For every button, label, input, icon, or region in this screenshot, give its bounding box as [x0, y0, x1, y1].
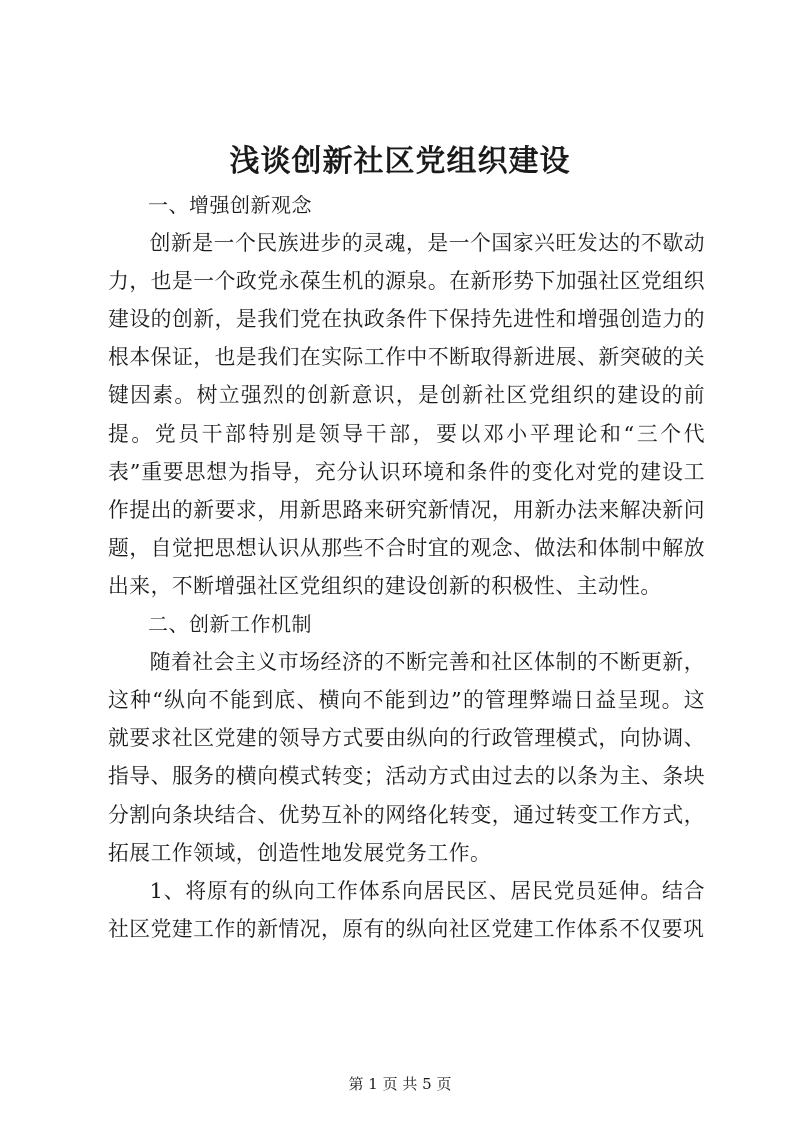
paragraph-3: 1、将原有的纵向工作体系向居民区、居民党员延伸。结合社区党建工作的新情况，原有的纵向社区党建工作体系不仅要巩 — [108, 878, 705, 941]
page-number-footer: 第 1 页 共 5 页 — [348, 1075, 452, 1093]
section-heading-1: 一、增强创新观念 — [148, 193, 312, 217]
document-title: 浅谈创新社区党组织建设 — [229, 144, 571, 179]
paragraph-1: 创新是一个民族进步的灵魂，是一个国家兴旺发达的不歇动力，也是一个政党永葆生机的源泉。在新形势下加强社区党组织建设的创新，是我们党在执政条件下保持先进性和增强创造力的根本保证，也是我们在实际工作中不断取得新进展、新突破的关键因素。树立强烈的创新意识，是创新社区党组织的建设的前提。党员干部特别是领导干部，要以邓小平理论和“三个代表”重要思想为指导，充分认识环境和条件的变化对党的建设工作提出的新要求，用新思路来研究新情况，用新办法来解决新问题，自觉把思想认识从那些不合时宜的观念、做法和体制中解放出来，不断增强社区党组织的建设创新的积极性、主动性。 — [108, 231, 705, 598]
section-heading-2: 二、创新工作机制 — [148, 612, 312, 637]
paragraph-2: 随着社会主义市场经济的不断完善和社区体制的不断更新，这种“纵向不能到底、横向不能到边”的管理弊端日益呈现。这就要求社区党建的领导方式要由纵向的行政管理模式，向协调、指导、服务的横向模式转变；活动方式由过去的以条为主、条块分割向条块结合、优势互补的网络化转变，通过转变工作方式，拓展工作领域，创造性地发展党务工作。 — [108, 650, 705, 865]
document-body — [108, 186, 705, 948]
